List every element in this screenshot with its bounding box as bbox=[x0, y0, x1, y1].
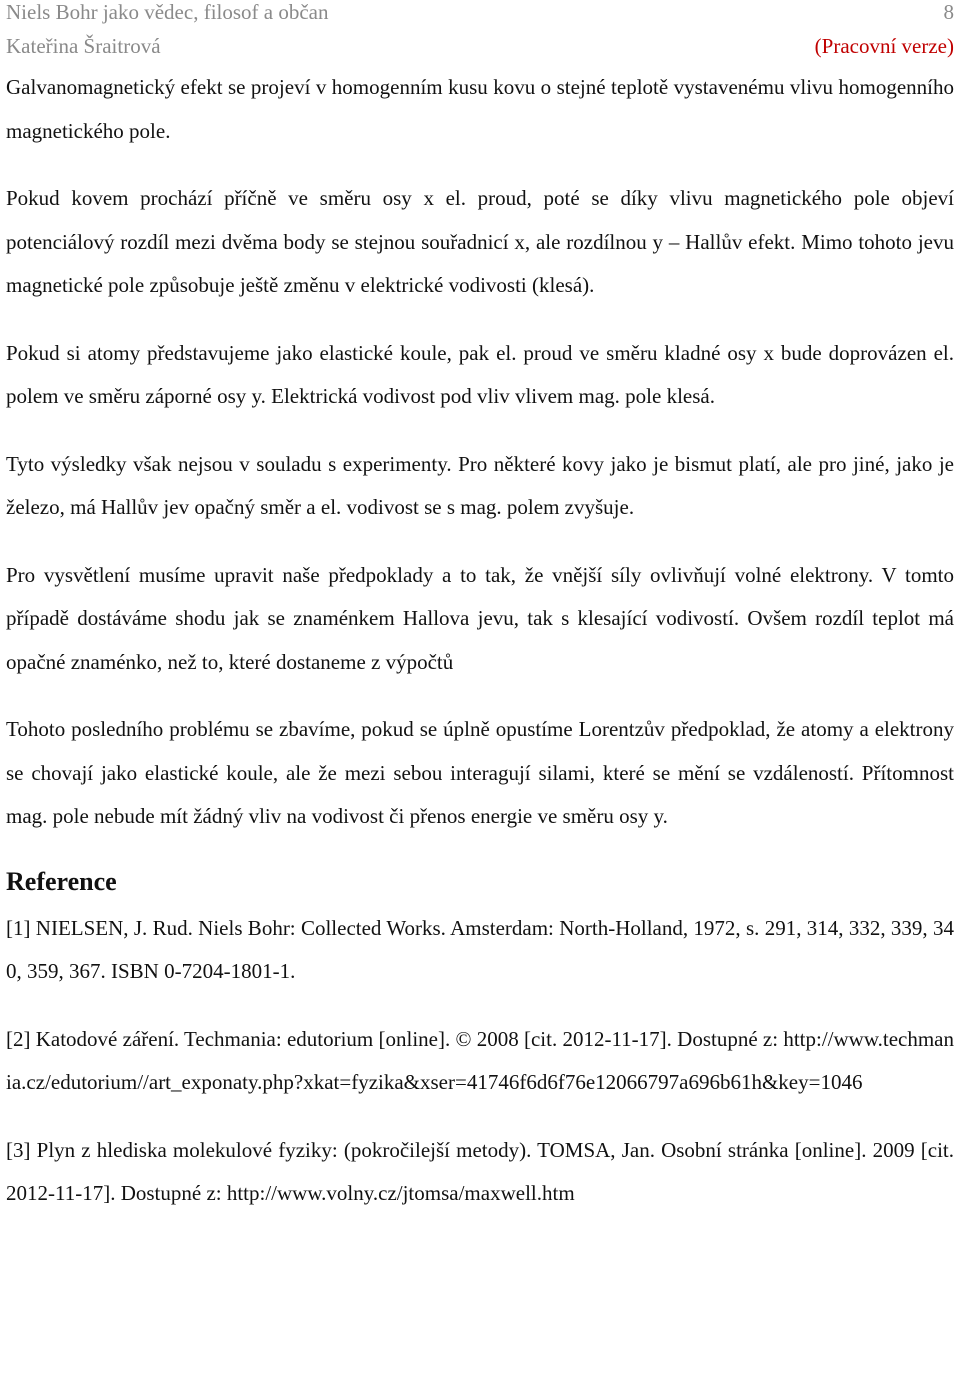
running-header-author-row bbox=[6, 34, 954, 59]
version-label: (Pracovní verze) bbox=[814, 34, 954, 58]
page-number: 8 bbox=[943, 0, 954, 24]
document-body bbox=[6, 66, 954, 1216]
reference-item-2: [2] Katodové záření. Techmania: edutorium [online]. © 2008 [cit. 2012-11-17]. Dostupné z: http://www.techmania.cz/edutorium//art_exponaty.php?xkat=fyzika&xser=41746f6d6f76e12066797a696b61h&key=1046 bbox=[6, 1026, 954, 1094]
running-header-title-row bbox=[6, 0, 954, 25]
references-heading: Reference bbox=[6, 866, 117, 896]
paragraph-experiments: Tyto výsledky však nejsou v souladu s experimenty. Pro některé kovy jako je bismut platí, ale pro jiné, jako je železo, má Hallův jev opačný směr a el. vodivost se s mag. polem zvyšuje. bbox=[6, 451, 954, 519]
reference-item-3: [3] Plyn z hlediska molekulové fyziky: (pokročilejší metody). TOMSA, Jan. Osobní stránka [online]. 2009 [cit. 2012-11-17]. Dostupné z: http://www.volny.cz/jtomsa/maxwell.htm bbox=[6, 1137, 954, 1205]
running-header-title: Niels Bohr jako vědec, filosof a občan bbox=[6, 0, 329, 24]
running-header-author: Kateřina Šraitrová bbox=[6, 34, 161, 58]
paragraph-galvanomagnetic-effect: Galvanomagnetický efekt se projeví v homogenním kusu kovu o stejné teplotě vystavenému vlivu homogenního magnetického pole. bbox=[6, 75, 954, 143]
paragraph-elastic-spheres: Pokud si atomy představujeme jako elastické koule, pak el. proud ve směru kladné osy x bude doprovázen el. polem ve směru záporné osy y. Elektrická vodivost pod vliv vlivem mag. pole klesá. bbox=[6, 340, 954, 408]
reference-item-1: [1] NIELSEN, J. Rud. Niels Bohr: Collected Works. Amsterdam: North-Holland, 1972, s. 291, 314, 332, 339, 340, 359, 367. ISBN 0-7204-1801-1. bbox=[6, 915, 954, 983]
paragraph-hall-effect: Pokud kovem prochází příčně ve směru osy x el. proud, poté se díky vlivu magnetického pole objeví potenciálový rozdíl mezi dvěma body se stejnou souřadnicí x, ale rozdílnou y – Hallův efekt. Mimo tohoto jevu magnetické pole způsobuje ještě změnu v elektrické vodivosti (klesá). bbox=[6, 186, 954, 297]
paragraph-explanation: Pro vysvětlení musíme upravit naše předpoklady a to tak, že vnější síly ovlivňují volné elektrony. V tomto případě dostáváme shodu jak se znaménkem Hallova jevu, tak s klesající vodivostí. Ovšem rozdíl teplot má opačné znaménko, než to, které dostaneme z výpočtů bbox=[6, 562, 954, 674]
paragraph-lorentz-assumption: Tohoto posledního problému se zbavíme, pokud se úplně opustíme Lorentzův předpoklad, že atomy a elektrony se chovají jako elastické koule, ale že mezi sebou interagují silami, které se mění se vzdáleností. Přítomnost mag. pole nebude mít žádný vliv na vodivost či přenos energie ve směru osy y. bbox=[6, 717, 954, 828]
